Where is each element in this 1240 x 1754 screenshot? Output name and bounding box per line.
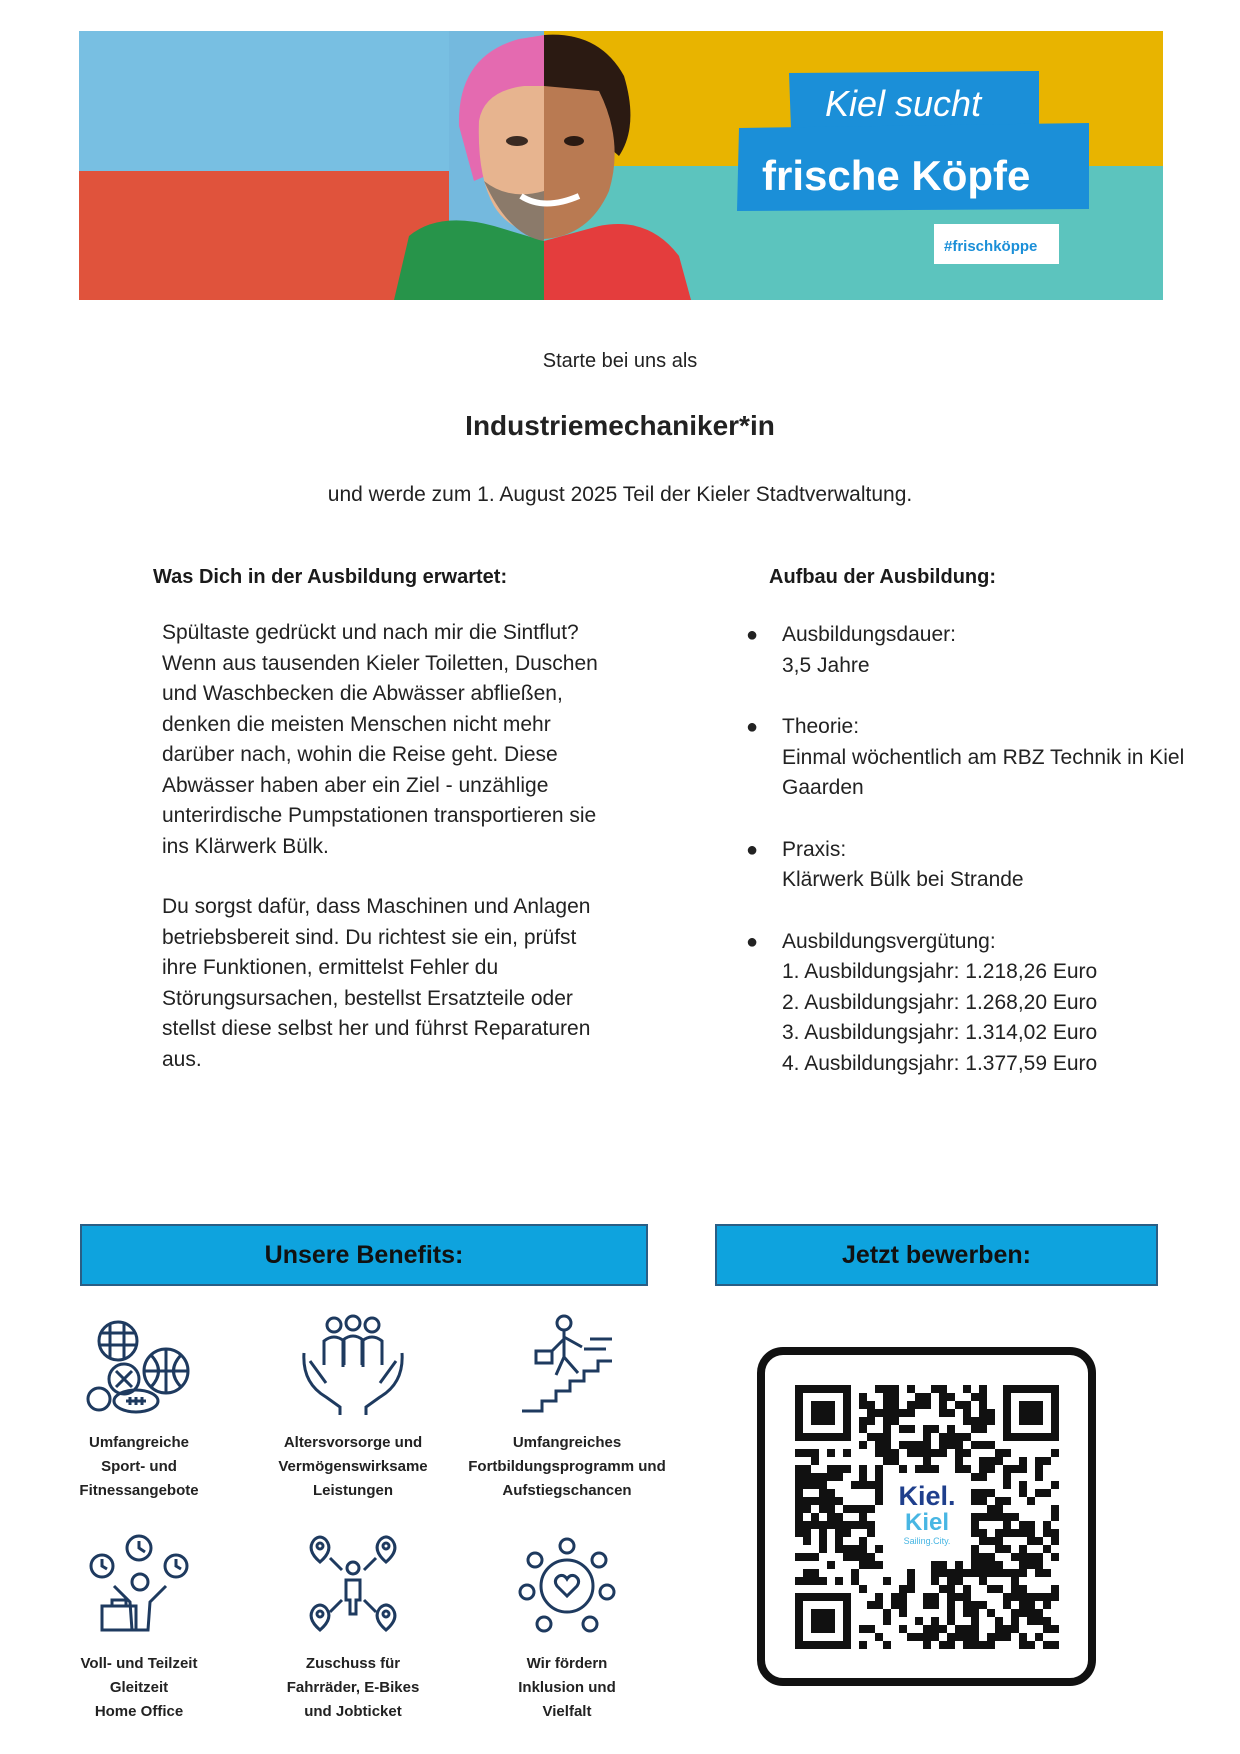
benefit-caption-line: Umfangreiches [512, 1434, 622, 1451]
training-structure-list [746, 620, 1186, 1110]
kiel-logo-tagline: Sailing.City. [903, 1536, 951, 1546]
kiel-logo-mirror: Kiel [904, 1509, 949, 1536]
list-item-duration [746, 620, 1186, 681]
benefit-caption-line: Gleitzeit [109, 1679, 169, 1696]
stairs-climb-icon [512, 1313, 622, 1417]
benefit-sports [34, 1313, 244, 1503]
banner [79, 31, 1163, 300]
benefits-heading: Unsere Benefits: [80, 1224, 648, 1286]
benefit-pension [248, 1313, 458, 1503]
left-column-heading: Was Dich in der Ausbildung erwartet: [153, 566, 508, 588]
list-item-practice [746, 835, 1186, 896]
list-item-salary [746, 927, 1186, 1080]
benefit-caption-line: Leistungen [312, 1482, 393, 1499]
salary-year-2: 2. Ausbildungsjahr: 1.268,20 Euro [782, 990, 1098, 1014]
benefit-caption-line: Vermögenswirksame [278, 1458, 428, 1475]
salary-year-3: 3. Ausbildungsjahr: 1.314,02 Euro [782, 1021, 1098, 1044]
list-item-label: Praxis: [782, 837, 847, 861]
benefit-caption-line: Zuschuss für [305, 1655, 401, 1672]
list-item-value: Einmal wöchentlich am RBZ Technik in Kiel Gaarden [782, 745, 1185, 799]
benefit-caption-line: Altersvorsorge und [283, 1434, 423, 1451]
training-description [162, 618, 612, 1105]
banner-headline-2: frische Köpfe [762, 152, 1031, 199]
qr-code[interactable] [757, 1347, 1096, 1686]
benefit-inclusion [462, 1534, 672, 1724]
benefit-caption-line: Vielfalt [542, 1703, 592, 1720]
intro-line-1: Starte bei uns als [542, 350, 698, 372]
benefit-caption-line: Sport- und [101, 1458, 177, 1475]
apply-heading: Jetzt bewerben: [715, 1224, 1158, 1286]
kiel-logo-text: Kiel. [898, 1481, 956, 1511]
benefit-worktime [34, 1534, 244, 1724]
bullet-icon: ● [746, 716, 759, 738]
list-item-value: 3,5 Jahre [782, 653, 870, 677]
map-pins-person-icon [298, 1534, 408, 1638]
job-title: Industriemechaniker*in [465, 410, 775, 441]
list-item-label: Theorie: [782, 715, 860, 738]
list-item-label: Ausbildungsdauer: [782, 623, 956, 646]
list-item-theory [746, 712, 1186, 804]
description-paragraph-1: Spültaste gedrückt und nach mir die Sintflut? Wenn aus tausenden Kieler Toiletten, Duschen und Waschbecken die Abwässer abfließen, denken die meisten Menschen nicht mehr darüber nach, wohin die Reise geht. Diese Abwässer haben aber ein Ziel - unzählige unterirdische Pumpstationen transportieren sie ins Klärwerk Bülk. [162, 621, 598, 858]
benefit-caption-line: Home Office [94, 1703, 184, 1720]
benefit-mobility [248, 1534, 458, 1724]
benefit-caption-line: Aufstiegschancen [502, 1482, 632, 1499]
people-hands-icon [298, 1313, 408, 1417]
banner-headline-1: Kiel sucht [825, 83, 982, 124]
salary-year-1: 1. Ausbildungsjahr: 1.218,26 Euro [782, 960, 1098, 983]
intro-line-2: und werde zum 1. August 2025 Teil der Kieler Stadtverwaltung. [327, 483, 913, 506]
benefit-caption-line: Umfangreiche [88, 1434, 190, 1451]
benefit-caption-line: Fahrräder, E-Bikes [286, 1679, 420, 1696]
benefit-caption-line: Inklusion und [518, 1679, 616, 1696]
salary-year-4: 4. Ausbildungsjahr: 1.377,59 Euro [782, 1051, 1098, 1075]
bullet-icon: ● [746, 930, 759, 953]
banner-hashtag: #frischköppe [944, 238, 1038, 255]
bullet-icon: ● [746, 838, 759, 861]
list-item-value: Klärwerk Bülk bei Strande [782, 868, 1024, 891]
benefit-caption-line: und Jobticket [304, 1703, 402, 1720]
benefit-caption-line: Wir fördern [526, 1655, 608, 1672]
bullet-icon: ● [746, 624, 759, 646]
sports-balls-icon [84, 1313, 194, 1417]
right-column-heading: Aufbau der Ausbildung: [769, 566, 997, 588]
description-paragraph-2: Du sorgst dafür, dass Maschinen und Anlagen betriebsbereit sind. Du richtest sie ein, prüfst ihre Funktionen, ermittelst Fehler du Störungsursachen, bestellst Ersatzteile oder stellst diese selbst her und führst Reparaturen aus. [162, 895, 591, 1071]
benefit-caption-line: Voll- und Teilzeit [80, 1655, 198, 1672]
inclusion-circle-icon [512, 1534, 622, 1638]
kiel-logo [885, 1475, 969, 1559]
banner-graphic [79, 31, 1163, 300]
benefit-caption-line: Fortbildungsprogramm und [468, 1458, 666, 1475]
list-item-label: Ausbildungsvergütung: [782, 929, 996, 953]
benefit-education [462, 1313, 672, 1503]
benefit-caption-line: Fitnessangebote [79, 1482, 199, 1499]
clocks-briefcase-icon [84, 1534, 194, 1638]
